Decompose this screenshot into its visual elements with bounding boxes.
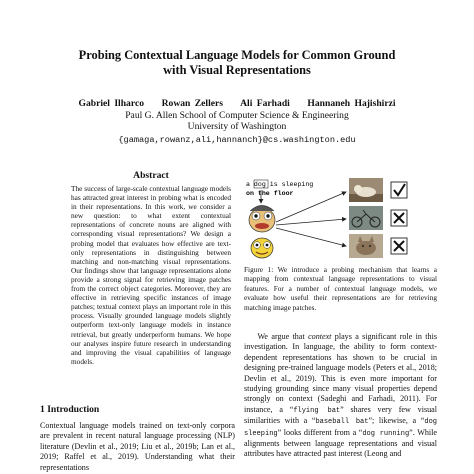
checkmark-icon bbox=[391, 182, 407, 198]
paper-title bbox=[0, 48, 474, 77]
author-1: Gabriel Ilharco bbox=[78, 98, 144, 109]
text-span: plays a significant role in this investigation. In language, the ability to form context-dependent representations has shown to be crucial in designing pre-trained language models (Peters et al., 2018; Devlin et al., 2019). This is even more important for studying grounding since many visual properties depend strongly on context (Sadeghi and Farhadi, 2011). For instance, a “ bbox=[244, 332, 437, 414]
image-patch-cat bbox=[349, 234, 383, 258]
text-span: ” shares very few visual similarities with a “ bbox=[244, 404, 437, 426]
text-span: ” looks different from a “ bbox=[277, 427, 363, 437]
text-span: ”; likewise, a “ bbox=[368, 416, 425, 426]
arrow-to-patch-2 bbox=[276, 219, 346, 225]
text-span: We argue that bbox=[257, 332, 309, 341]
title-line-1: Probing Contextual Language Models for Common Ground bbox=[78, 48, 396, 62]
author-3: Ali Farhadi bbox=[240, 98, 290, 109]
arrow-to-patch-3 bbox=[276, 228, 346, 246]
code-phrase: baseball bat bbox=[315, 418, 369, 427]
code-phrase: dog running bbox=[362, 429, 410, 438]
figure-1-caption: Figure 1: We introduce a probing mechanism that learns a mapping from contextual language representations to visual features. For a number of contextual language models, we evaluate how useful their representations are for retrieving matching image patches. bbox=[244, 265, 437, 312]
author-4: Hannaneh Hajishirzi bbox=[307, 98, 396, 109]
code-phrase: flying bat bbox=[293, 406, 341, 415]
figure-sentence-line-1: a dog is sleeping bbox=[246, 181, 314, 188]
cross-icon bbox=[391, 238, 407, 254]
affiliation-line-1: Paul G. Allen School of Computer Science & Engineering bbox=[125, 110, 349, 121]
probe-model-icon bbox=[251, 238, 273, 258]
intro-paragraph: Contextual language models trained on text-only corpora are prevalent in recent natural language processing (NLP) literature (Devlin et al., 2019; Liu et al., 2019b; Lan et al., 2019; Raffel et al., 2019). Understanding what their representations bbox=[40, 421, 235, 472]
author-emails: {gamaga,rowanz,ali,hannanch}@cs.washington.edu bbox=[118, 135, 356, 145]
language-model-icon bbox=[249, 206, 275, 233]
text-span: ”. While alignments between language representations and visual attributes have attracted past interest (Leong and bbox=[244, 427, 437, 459]
affiliation-line-2: University of Washington bbox=[187, 121, 287, 132]
author-2: Rowan Zellers bbox=[161, 98, 224, 109]
figure-1 bbox=[242, 170, 438, 262]
context-paragraph bbox=[244, 332, 437, 460]
emphasized-word: context bbox=[308, 332, 332, 341]
figure-sentence-line-2: on the floor bbox=[246, 190, 294, 197]
code-phrase: dog sleeping bbox=[244, 418, 437, 438]
title-line-2: with Visual Representations bbox=[163, 62, 311, 77]
section-heading-introduction: 1 Introduction bbox=[40, 404, 100, 415]
figure-1-graphic bbox=[242, 170, 438, 262]
abstract-text: The success of large-scale contextual language models has attracted great interest in probing what is encoded in their representations. In this work, we consider a new question: to what extent contextual representations of concrete nouns are aligned with corresponding visual representations? We design a probing model that evaluates how effective are text-only representations in distinguishing between matching and non-matching visual representations. Our findings show that language representations alone provide a strong signal for retrieving image patches from the correct object categories. Moreover, they are effective in retrieving specific instances of image patches; textual context plays an important role in this process. Visually grounded language models slightly outperform text-only language models in instance retrieval, but greatly underperform humans. We hope our analyses inspire future research in understanding and improving the visual capabilities of language models. bbox=[71, 184, 231, 366]
image-patch-bikes bbox=[349, 206, 383, 230]
image-patch-dog bbox=[349, 178, 383, 202]
affiliation bbox=[0, 110, 474, 132]
cross-icon bbox=[391, 210, 407, 226]
author-list bbox=[0, 98, 474, 109]
abstract-heading: Abstract bbox=[133, 170, 169, 181]
